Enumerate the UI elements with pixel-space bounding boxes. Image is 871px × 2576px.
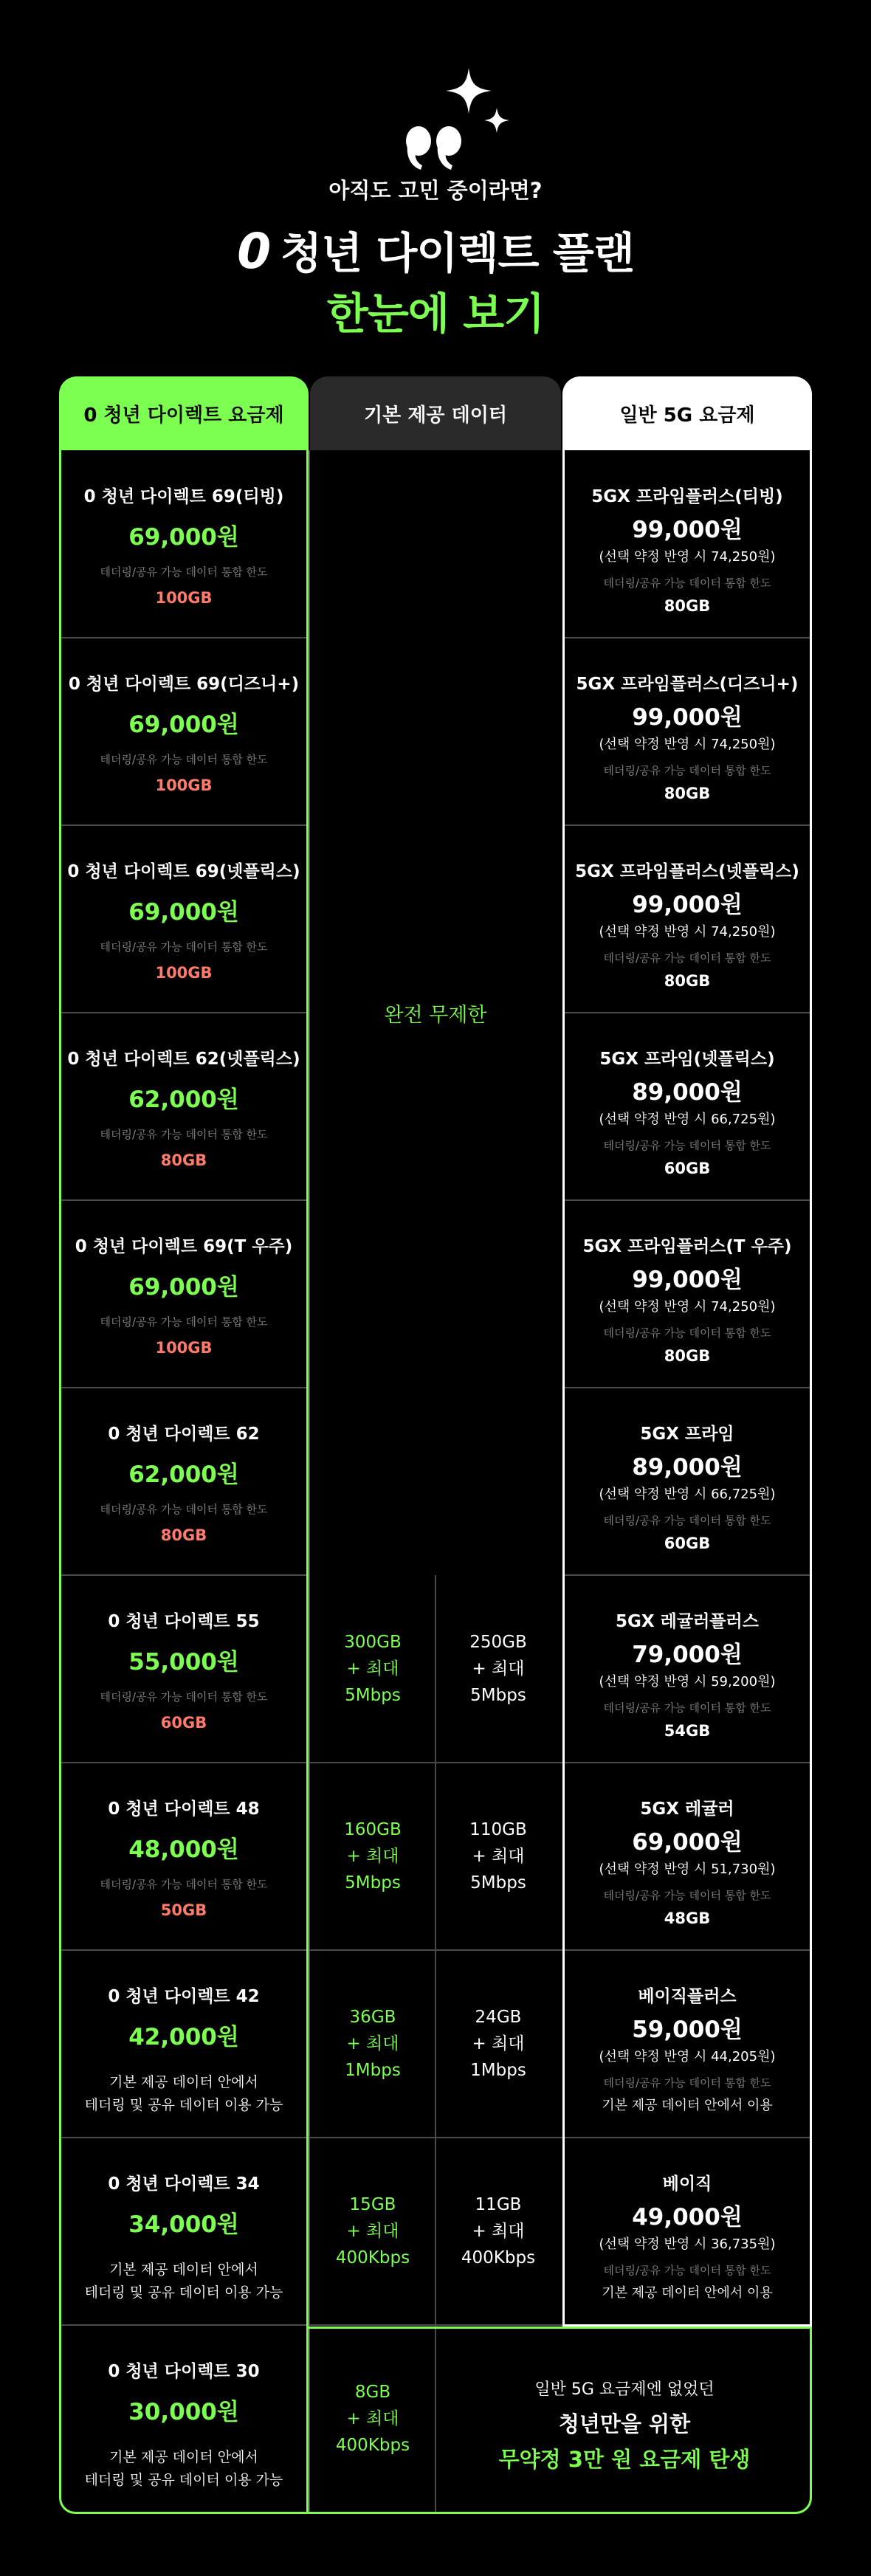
- youth-plan-cell: [59, 638, 309, 825]
- youth-plan-desc: [59, 2446, 309, 2492]
- base-data-youth: [310, 1763, 436, 1950]
- base-data-line: + 최대: [472, 1847, 525, 1866]
- sparkle-quote-icon: [391, 65, 517, 176]
- data-limit-label: 테더링/공유 가능 데이터 통합 한도: [100, 1690, 268, 1704]
- base-data-line: 5Mbps: [345, 1686, 401, 1705]
- youth-plan-desc-line: 기본 제공 데이터 안에서: [109, 2449, 258, 2465]
- youth-plan-price: 62,000원: [128, 1086, 239, 1113]
- promo-message: [437, 2325, 812, 2513]
- general-plan-data: 80GB: [664, 1347, 711, 1365]
- youth-plan-cell: [59, 1013, 309, 1200]
- base-data-line: 1Mbps: [470, 2061, 526, 2080]
- base-data-line: 15GB: [349, 2195, 396, 2214]
- data-limit-label: 테더링/공유 가능 데이터 통합 한도: [603, 576, 771, 590]
- general-plan-cell: [562, 638, 812, 825]
- general-plan-price: 99,000원: [632, 704, 743, 731]
- general-plan-price: 99,000원: [632, 892, 743, 918]
- base-data-line: 5Mbps: [470, 1873, 526, 1893]
- youth-plan-price: 62,000원: [128, 1461, 239, 1488]
- youth-plan-data: 100GB: [155, 1339, 213, 1357]
- youth-plan-price: 69,000원: [128, 524, 239, 551]
- data-limit-label: 테더링/공유 가능 데이터 통합 한도: [603, 1139, 771, 1152]
- plan-row: [59, 1950, 812, 2138]
- base-data-line: 250GB: [469, 1633, 527, 1652]
- general-plan-data: 80GB: [664, 597, 711, 615]
- youth-plan-price: 69,000원: [128, 712, 239, 738]
- base-data-youth: [310, 2138, 436, 2325]
- youth-plan-price: 42,000원: [128, 2024, 239, 2050]
- hero-title-highlight: 한눈에 보기: [326, 289, 545, 339]
- general-plan-discount: (선택 약정 반영 시 66,725원): [599, 1112, 776, 1127]
- base-data-line: + 최대: [346, 2409, 399, 2428]
- general-plan-data: 80GB: [664, 972, 711, 990]
- base-data-line: 5Mbps: [470, 1686, 526, 1705]
- youth-plan-data: 80GB: [160, 1526, 207, 1544]
- youth-plan-name: 0 청년 다이렉트 62(넷플릭스): [67, 1050, 300, 1069]
- unlimited-data-label: 완전 무제한: [310, 450, 561, 1575]
- base-data-line: 160GB: [344, 1820, 402, 1839]
- base-data-line: + 최대: [346, 2034, 399, 2053]
- base-data-line: 11GB: [475, 2195, 522, 2214]
- base-data-line: + 최대: [346, 1847, 399, 1866]
- youth-plan-price: 48,000원: [128, 1836, 239, 1863]
- data-limit-label: 테더링/공유 가능 데이터 통합 한도: [100, 1315, 268, 1329]
- youth-plan-cell: [59, 1763, 309, 1950]
- data-limit-label: 테더링/공유 가능 데이터 통합 한도: [100, 1128, 268, 1141]
- youth-plan-cell: [59, 450, 309, 638]
- base-data-line: 8GB: [354, 2383, 391, 2402]
- general-plan-discount: (선택 약정 반영 시 74,250원): [599, 737, 776, 752]
- data-limit-label: 테더링/공유 가능 데이터 통합 한도: [100, 565, 268, 579]
- plan-row: [59, 1575, 812, 1763]
- youth-plan-name: 0 청년 다이렉트 48: [108, 1800, 260, 1819]
- base-data-youth: [310, 1950, 436, 2138]
- data-limit-label: 테더링/공유 가능 데이터 통합 한도: [603, 2076, 771, 2090]
- base-data-line: 5Mbps: [345, 1873, 401, 1893]
- youth-plan-desc: [59, 2071, 309, 2117]
- base-data-line: 1Mbps: [345, 2061, 401, 2080]
- general-plan-cell: [562, 1950, 812, 2138]
- base-data-line: + 최대: [346, 1659, 399, 1678]
- general-plan-name: 5GX 레귤러플러스: [616, 1612, 759, 1631]
- base-data-line: + 최대: [472, 1659, 525, 1678]
- general-plan-cell: [562, 825, 812, 1013]
- base-data-youth: [310, 1575, 436, 1763]
- hero-title-text: 청년 다이렉트 플랜: [280, 228, 634, 278]
- base-data-line: 300GB: [344, 1633, 402, 1652]
- youth-plan-cell: [59, 2325, 309, 2513]
- base-data-line: + 최대: [472, 2222, 525, 2241]
- plan-row: [59, 2325, 812, 2513]
- youth-plan-name: 0 청년 다이렉트 69(넷플릭스): [67, 862, 300, 881]
- data-limit-label: 테더링/공유 가능 데이터 통합 한도: [100, 753, 268, 766]
- youth-plan-name: 0 청년 다이렉트 69(디즈니+): [68, 675, 300, 694]
- general-plan-discount: (선택 약정 반영 시 36,735원): [599, 2236, 776, 2252]
- general-plan-name: 5GX 프라임(넷플릭스): [599, 1050, 775, 1069]
- base-data-general: [436, 1950, 561, 2138]
- base-data-line: 400Kbps: [335, 2248, 410, 2267]
- youth-plan-cell: [59, 1388, 309, 1575]
- general-plan-price: 99,000원: [632, 1267, 743, 1293]
- youth-plan-cell: [59, 2138, 309, 2325]
- youth-plan-price: 34,000원: [128, 2211, 239, 2238]
- plan-comparison-table: [59, 376, 812, 2514]
- general-plan-data: 60GB: [664, 1535, 711, 1552]
- general-plan-discount: (선택 약정 반영 시 66,725원): [599, 1487, 776, 1502]
- header-youth-plan: 0 청년 다이렉트 요금제: [59, 376, 309, 450]
- general-plan-discount: (선택 약정 반영 시 74,250원): [599, 1299, 776, 1315]
- youth-plan-desc-line: 테더링 및 공유 데이터 이용 가능: [84, 2284, 283, 2301]
- data-limit-label: 테더링/공유 가능 데이터 통합 한도: [603, 951, 771, 965]
- general-plan-cell: [562, 1388, 812, 1575]
- general-plan-name: 5GX 프라임플러스(티빙): [591, 487, 783, 506]
- data-limit-label: 테더링/공유 가능 데이터 통합 한도: [100, 1878, 268, 1891]
- base-data-general: [436, 1575, 561, 1763]
- header-general-5g: 일반 5G 요금제: [562, 376, 812, 450]
- base-data-line: 400Kbps: [461, 2248, 536, 2267]
- general-plan-cell: [562, 450, 812, 638]
- general-plan-cell: [562, 1763, 812, 1950]
- general-plan-discount: (선택 약정 반영 시 59,200원): [599, 1674, 776, 1690]
- youth-plan-cell: [59, 1575, 309, 1763]
- youth-plan-desc-line: 기본 제공 데이터 안에서: [109, 2074, 258, 2090]
- general-plan-price: 99,000원: [632, 517, 743, 543]
- plan-row: [59, 2138, 812, 2325]
- general-plan-name: 5GX 프라임: [640, 1425, 734, 1444]
- general-plan-name: 5GX 프라임플러스(디즈니+): [576, 675, 799, 694]
- youth-plan-desc-line: 테더링 및 공유 데이터 이용 가능: [84, 2472, 283, 2488]
- youth-plan-data: 60GB: [160, 1714, 207, 1732]
- youth-plan-name: 0 청년 다이렉트 69(T 우주): [75, 1237, 293, 1256]
- base-data-line: 110GB: [469, 1820, 527, 1839]
- general-plan-price: 59,000원: [632, 2017, 743, 2043]
- data-limit-label: 테더링/공유 가능 데이터 통합 한도: [603, 1326, 771, 1340]
- general-plan-discount: (선택 약정 반영 시 74,250원): [599, 549, 776, 565]
- youth-plan-data: 80GB: [160, 1151, 207, 1169]
- general-plan-cell: [562, 1013, 812, 1200]
- base-data-line: + 최대: [346, 2222, 399, 2241]
- general-plan-cell: [562, 2138, 812, 2325]
- youth-plan-data: 100GB: [155, 589, 213, 607]
- general-plan-data: 54GB: [664, 1722, 711, 1740]
- general-plan-discount: (선택 약정 반영 시 44,205원): [599, 2049, 776, 2064]
- general-plan-cell: [562, 1575, 812, 1763]
- general-plan-data: 80GB: [664, 785, 711, 802]
- youth-plan-name: 0 청년 다이렉트 34: [108, 2174, 260, 2194]
- youth-plan-cell: [59, 825, 309, 1013]
- data-limit-label: 테더링/공유 가능 데이터 통합 한도: [603, 1889, 771, 1902]
- youth-plan-name: 0 청년 다이렉트 30: [108, 2362, 260, 2381]
- general-plan-discount: (선택 약정 반영 시 51,730원): [599, 1862, 776, 1877]
- general-plan-name: 5GX 레귤러: [640, 1800, 734, 1819]
- general-plan-note: 기본 제공 데이터 안에서 이용: [602, 2285, 773, 2301]
- general-plan-data: 48GB: [664, 1909, 711, 1927]
- promo-line: 청년만을 위한: [558, 2411, 691, 2436]
- general-plan-data: 60GB: [664, 1160, 711, 1177]
- hero-section: [0, 0, 871, 376]
- base-data-line: 400Kbps: [335, 2436, 410, 2455]
- general-plan-cell: [562, 1200, 812, 1388]
- promo-line: 일반 5G 요금제엔 없었던: [534, 2380, 715, 2399]
- youth-plan-desc-line: 기본 제공 데이터 안에서: [109, 2262, 258, 2278]
- youth-plan-name: 0 청년 다이렉트 69(티빙): [83, 487, 284, 506]
- base-data-line: + 최대: [472, 2034, 525, 2053]
- hero-subtitle: 아직도 고민 중이라면?: [328, 178, 543, 203]
- youth-plan-price: 69,000원: [128, 899, 239, 926]
- data-limit-label: 테더링/공유 가능 데이터 통합 한도: [603, 1514, 771, 1527]
- zero-brand-mark: 0: [237, 223, 271, 280]
- general-plan-price: 79,000원: [632, 1642, 743, 1668]
- data-limit-label: 테더링/공유 가능 데이터 통합 한도: [603, 1701, 771, 1715]
- base-data-youth: [310, 2325, 436, 2513]
- youth-plan-price: 30,000원: [128, 2399, 239, 2425]
- middle-divider: [435, 2325, 436, 2513]
- youth-plan-name: 0 청년 다이렉트 42: [108, 1987, 260, 2006]
- youth-plan-name: 0 청년 다이렉트 62: [108, 1425, 260, 1444]
- general-plan-name: 5GX 프라임플러스(넷플릭스): [575, 862, 799, 881]
- general-plan-name: 5GX 프라임플러스(T 우주): [582, 1237, 792, 1256]
- youth-plan-cell: [59, 1950, 309, 2138]
- promo-highlight: 무약정 3만 원 요금제 탄생: [498, 2447, 751, 2472]
- base-data-general: [436, 1763, 561, 1950]
- general-plan-discount: (선택 약정 반영 시 74,250원): [599, 924, 776, 940]
- general-plan-price: 49,000원: [632, 2204, 743, 2231]
- youth-plan-name: 0 청년 다이렉트 55: [108, 1612, 260, 1631]
- youth-plan-cell: [59, 1200, 309, 1388]
- youth-plan-price: 69,000원: [128, 1274, 239, 1301]
- hero-title: [0, 218, 871, 280]
- data-limit-label: 테더링/공유 가능 데이터 통합 한도: [603, 764, 771, 777]
- general-plan-name: 베이직플러스: [638, 1987, 737, 2006]
- base-data-line: 36GB: [349, 2008, 396, 2027]
- youth-plan-data: 100GB: [155, 964, 213, 982]
- general-plan-note: 기본 제공 데이터 안에서 이용: [602, 2098, 773, 2113]
- data-limit-label: 테더링/공유 가능 데이터 통합 한도: [603, 2264, 771, 2277]
- youth-plan-desc: [59, 2259, 309, 2304]
- data-limit-label: 테더링/공유 가능 데이터 통합 한도: [100, 940, 268, 954]
- base-data-general: [436, 2138, 561, 2325]
- data-limit-label: 테더링/공유 가능 데이터 통합 한도: [100, 1503, 268, 1516]
- general-plan-price: 69,000원: [632, 1829, 743, 1856]
- youth-plan-data: 50GB: [160, 1901, 207, 1919]
- general-plan-price: 89,000원: [632, 1454, 743, 1481]
- base-data-line: 24GB: [475, 2008, 522, 2027]
- youth-plan-price: 55,000원: [128, 1649, 239, 1676]
- header-base-data: 기본 제공 데이터: [310, 376, 561, 450]
- youth-plan-data: 100GB: [155, 776, 213, 794]
- plan-row: [59, 1763, 812, 1950]
- general-plan-price: 89,000원: [632, 1079, 743, 1106]
- general-plan-name: 베이직: [662, 2174, 712, 2194]
- youth-plan-desc-line: 테더링 및 공유 데이터 이용 가능: [84, 2097, 283, 2113]
